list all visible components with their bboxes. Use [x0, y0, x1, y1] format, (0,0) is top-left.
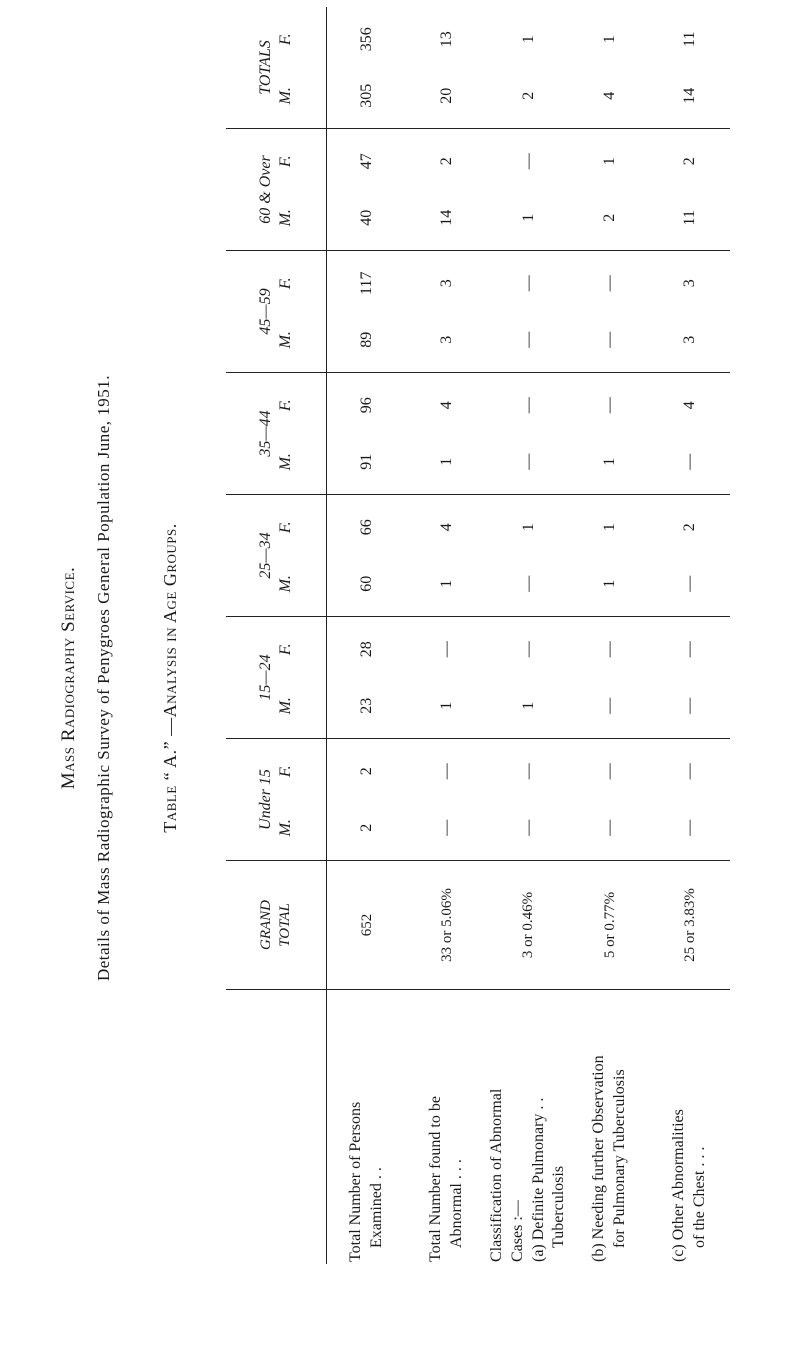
age-group-cell — [327, 739, 408, 861]
male-value: 20 — [438, 87, 455, 104]
age-group-cell — [487, 495, 570, 617]
row-label-line: of the Chest . . . — [691, 1146, 709, 1248]
female-value: 4 — [438, 523, 455, 532]
female-value: — — [519, 641, 537, 658]
female-value: 66 — [358, 519, 375, 536]
age-group-cell — [570, 7, 650, 129]
age-group-cell — [650, 373, 730, 495]
female-value: — — [438, 763, 455, 780]
table-row-definite-tuberculosis — [487, 7, 570, 1264]
age-group-cell — [487, 617, 570, 739]
age-group-cell — [650, 617, 730, 739]
service-heading: Mass Radiography Service. — [58, 566, 79, 790]
female-value: 96 — [358, 397, 375, 414]
header-grand-total: GRAND TOTAL — [226, 861, 327, 990]
male-value: — — [601, 697, 619, 714]
document-subtitle — [94, 90, 114, 1266]
female-value: — — [681, 763, 699, 780]
age-group-cell — [407, 129, 487, 251]
male-value: 3 — [681, 335, 699, 344]
female-value: — — [519, 763, 537, 780]
female-value: — — [519, 153, 537, 170]
table-row-persons-examined — [327, 7, 408, 1264]
age-group-cell — [650, 739, 730, 861]
row-label-line: Total Number of Persons — [347, 1101, 365, 1262]
female-value: 4 — [681, 401, 699, 410]
row-label-line: Tuberculosis — [550, 1165, 568, 1248]
female-value: 4 — [438, 401, 455, 410]
age-group-cell — [650, 251, 730, 373]
row-label-line: (b) Needing further Observation — [590, 1055, 608, 1262]
male-value: — — [681, 453, 699, 470]
survey-details-heading: Details of Mass Radiographic Survey of Penygroes General Population June, 1951. — [94, 374, 113, 982]
age-group-cell — [570, 251, 650, 373]
male-value: 1 — [601, 457, 619, 466]
female-value: 1 — [519, 35, 537, 44]
male-value: 40 — [358, 209, 375, 226]
female-value: — — [601, 275, 619, 292]
age-group-cell — [407, 251, 487, 373]
age-group-cell — [327, 495, 408, 617]
male-value: 11 — [681, 210, 699, 226]
male-value: 60 — [358, 575, 375, 592]
female-value: 47 — [358, 153, 375, 170]
male-value: — — [601, 331, 619, 348]
row-label — [650, 990, 730, 1265]
male-value: 3 — [438, 335, 455, 344]
male-value: 14 — [438, 209, 455, 226]
female-value: 1 — [601, 157, 619, 166]
age-group-cell — [407, 7, 487, 129]
table-header-row — [226, 7, 327, 1264]
male-value: 4 — [601, 91, 619, 100]
male-value: 89 — [358, 331, 375, 348]
age-group-cell — [487, 373, 570, 495]
female-value: 13 — [438, 31, 455, 48]
age-group-cell — [487, 129, 570, 251]
male-value: 305 — [358, 83, 375, 108]
row-label-line: Total Number found to be — [427, 1096, 445, 1262]
female-value: 11 — [681, 31, 699, 47]
table-title: Table “ A.” —Analysis in Age Groups. — [160, 523, 180, 833]
male-value: 1 — [519, 701, 537, 710]
male-value: 91 — [358, 453, 375, 470]
age-group-cell — [327, 251, 408, 373]
header-group-15-24: 15—24 M. F. — [226, 617, 327, 739]
male-value: 1 — [438, 579, 455, 588]
female-value: 356 — [358, 27, 375, 52]
male-value: 1 — [519, 213, 537, 222]
header-group-under-15: Under 15 M. F. — [226, 739, 327, 861]
female-value: 28 — [358, 641, 375, 658]
header-group-60-over: 60 & Over M. F. — [226, 129, 327, 251]
grand-total-cell: 33 or 5.06% — [407, 861, 487, 990]
female-value: 2 — [681, 157, 699, 166]
female-value: 3 — [681, 279, 699, 288]
female-value: — — [601, 763, 619, 780]
male-value: 23 — [358, 697, 375, 714]
male-value: 2 — [358, 823, 375, 832]
age-group-cell — [570, 617, 650, 739]
age-group-table — [226, 7, 730, 1264]
female-value: 3 — [438, 279, 455, 288]
female-value: — — [601, 397, 619, 414]
female-value: 1 — [601, 523, 619, 532]
table-row-needing-observation — [570, 7, 650, 1264]
male-value: 2 — [601, 213, 619, 222]
female-value: 1 — [601, 35, 619, 44]
male-value: 1 — [438, 701, 455, 710]
row-label — [570, 990, 650, 1265]
female-value: 117 — [358, 271, 375, 295]
document-title — [58, 90, 80, 1266]
male-value: — — [519, 819, 537, 836]
grand-total-cell: 25 or 3.83% — [650, 861, 730, 990]
row-label-line: Examined . . — [368, 1167, 385, 1248]
row-label — [327, 990, 408, 1265]
grand-total-cell: 652 — [327, 861, 408, 990]
female-value: — — [519, 275, 537, 292]
header-blank — [226, 990, 327, 1265]
male-value: — — [438, 819, 455, 836]
age-group-cell — [407, 617, 487, 739]
female-value: — — [681, 641, 699, 658]
age-group-cell — [327, 373, 408, 495]
female-value: 2 — [681, 523, 699, 532]
age-group-cell — [570, 495, 650, 617]
male-value: — — [519, 331, 537, 348]
age-group-cell — [570, 739, 650, 861]
age-group-cell — [487, 739, 570, 861]
row-label-line: for Pulmonary Tuberculosis — [611, 1069, 629, 1248]
male-value: — — [681, 819, 699, 836]
age-group-cell — [487, 251, 570, 373]
female-value: 2 — [438, 157, 455, 166]
female-value: — — [519, 397, 537, 414]
table-row-other-abnormalities — [650, 7, 730, 1264]
female-value: — — [601, 641, 619, 658]
grand-total-cell: 5 or 0.77% — [570, 861, 650, 990]
age-group-cell — [407, 739, 487, 861]
row-label — [487, 990, 570, 1265]
male-value: 2 — [519, 91, 537, 100]
male-value: — — [519, 453, 537, 470]
row-label-line: (c) Other Abnormalities — [670, 1109, 688, 1262]
row-label — [407, 990, 487, 1265]
male-value: 1 — [601, 579, 619, 588]
age-group-cell — [327, 617, 408, 739]
age-group-cell — [407, 373, 487, 495]
age-group-cell — [570, 129, 650, 251]
female-value: 2 — [358, 767, 375, 776]
row-label-line: Abnormal . . . — [448, 1159, 465, 1248]
age-group-cell — [407, 495, 487, 617]
header-group-35-44: 35—44 M. F. — [226, 373, 327, 495]
table-row-found-abnormal — [407, 7, 487, 1264]
age-group-cell — [650, 7, 730, 129]
age-group-cell — [570, 373, 650, 495]
grand-total-cell: 3 or 0.46% — [487, 861, 570, 990]
male-value: — — [681, 697, 699, 714]
age-group-cell — [650, 129, 730, 251]
row-label-line: (a) Definite Pulmonary . . — [529, 1097, 547, 1262]
table-body — [327, 7, 731, 1264]
row-label-line: Classification of Abnormal — [488, 1088, 505, 1262]
age-group-cell — [327, 129, 408, 251]
header-group-totals: TOTALS M. F. — [226, 7, 327, 129]
header-group-45-59: 45—59 M. F. — [226, 251, 327, 373]
header-group-25-34: 25—34 M. F. — [226, 495, 327, 617]
age-group-cell — [650, 495, 730, 617]
age-group-cell — [327, 7, 408, 129]
male-value: — — [519, 575, 537, 592]
female-value: 1 — [519, 523, 537, 532]
male-value: 14 — [681, 87, 699, 104]
row-label-line: Cases :— — [508, 1200, 526, 1262]
female-value: — — [438, 641, 455, 658]
male-value: — — [681, 575, 699, 592]
male-value: — — [601, 819, 619, 836]
age-group-cell — [487, 7, 570, 129]
male-value: 1 — [438, 457, 455, 466]
